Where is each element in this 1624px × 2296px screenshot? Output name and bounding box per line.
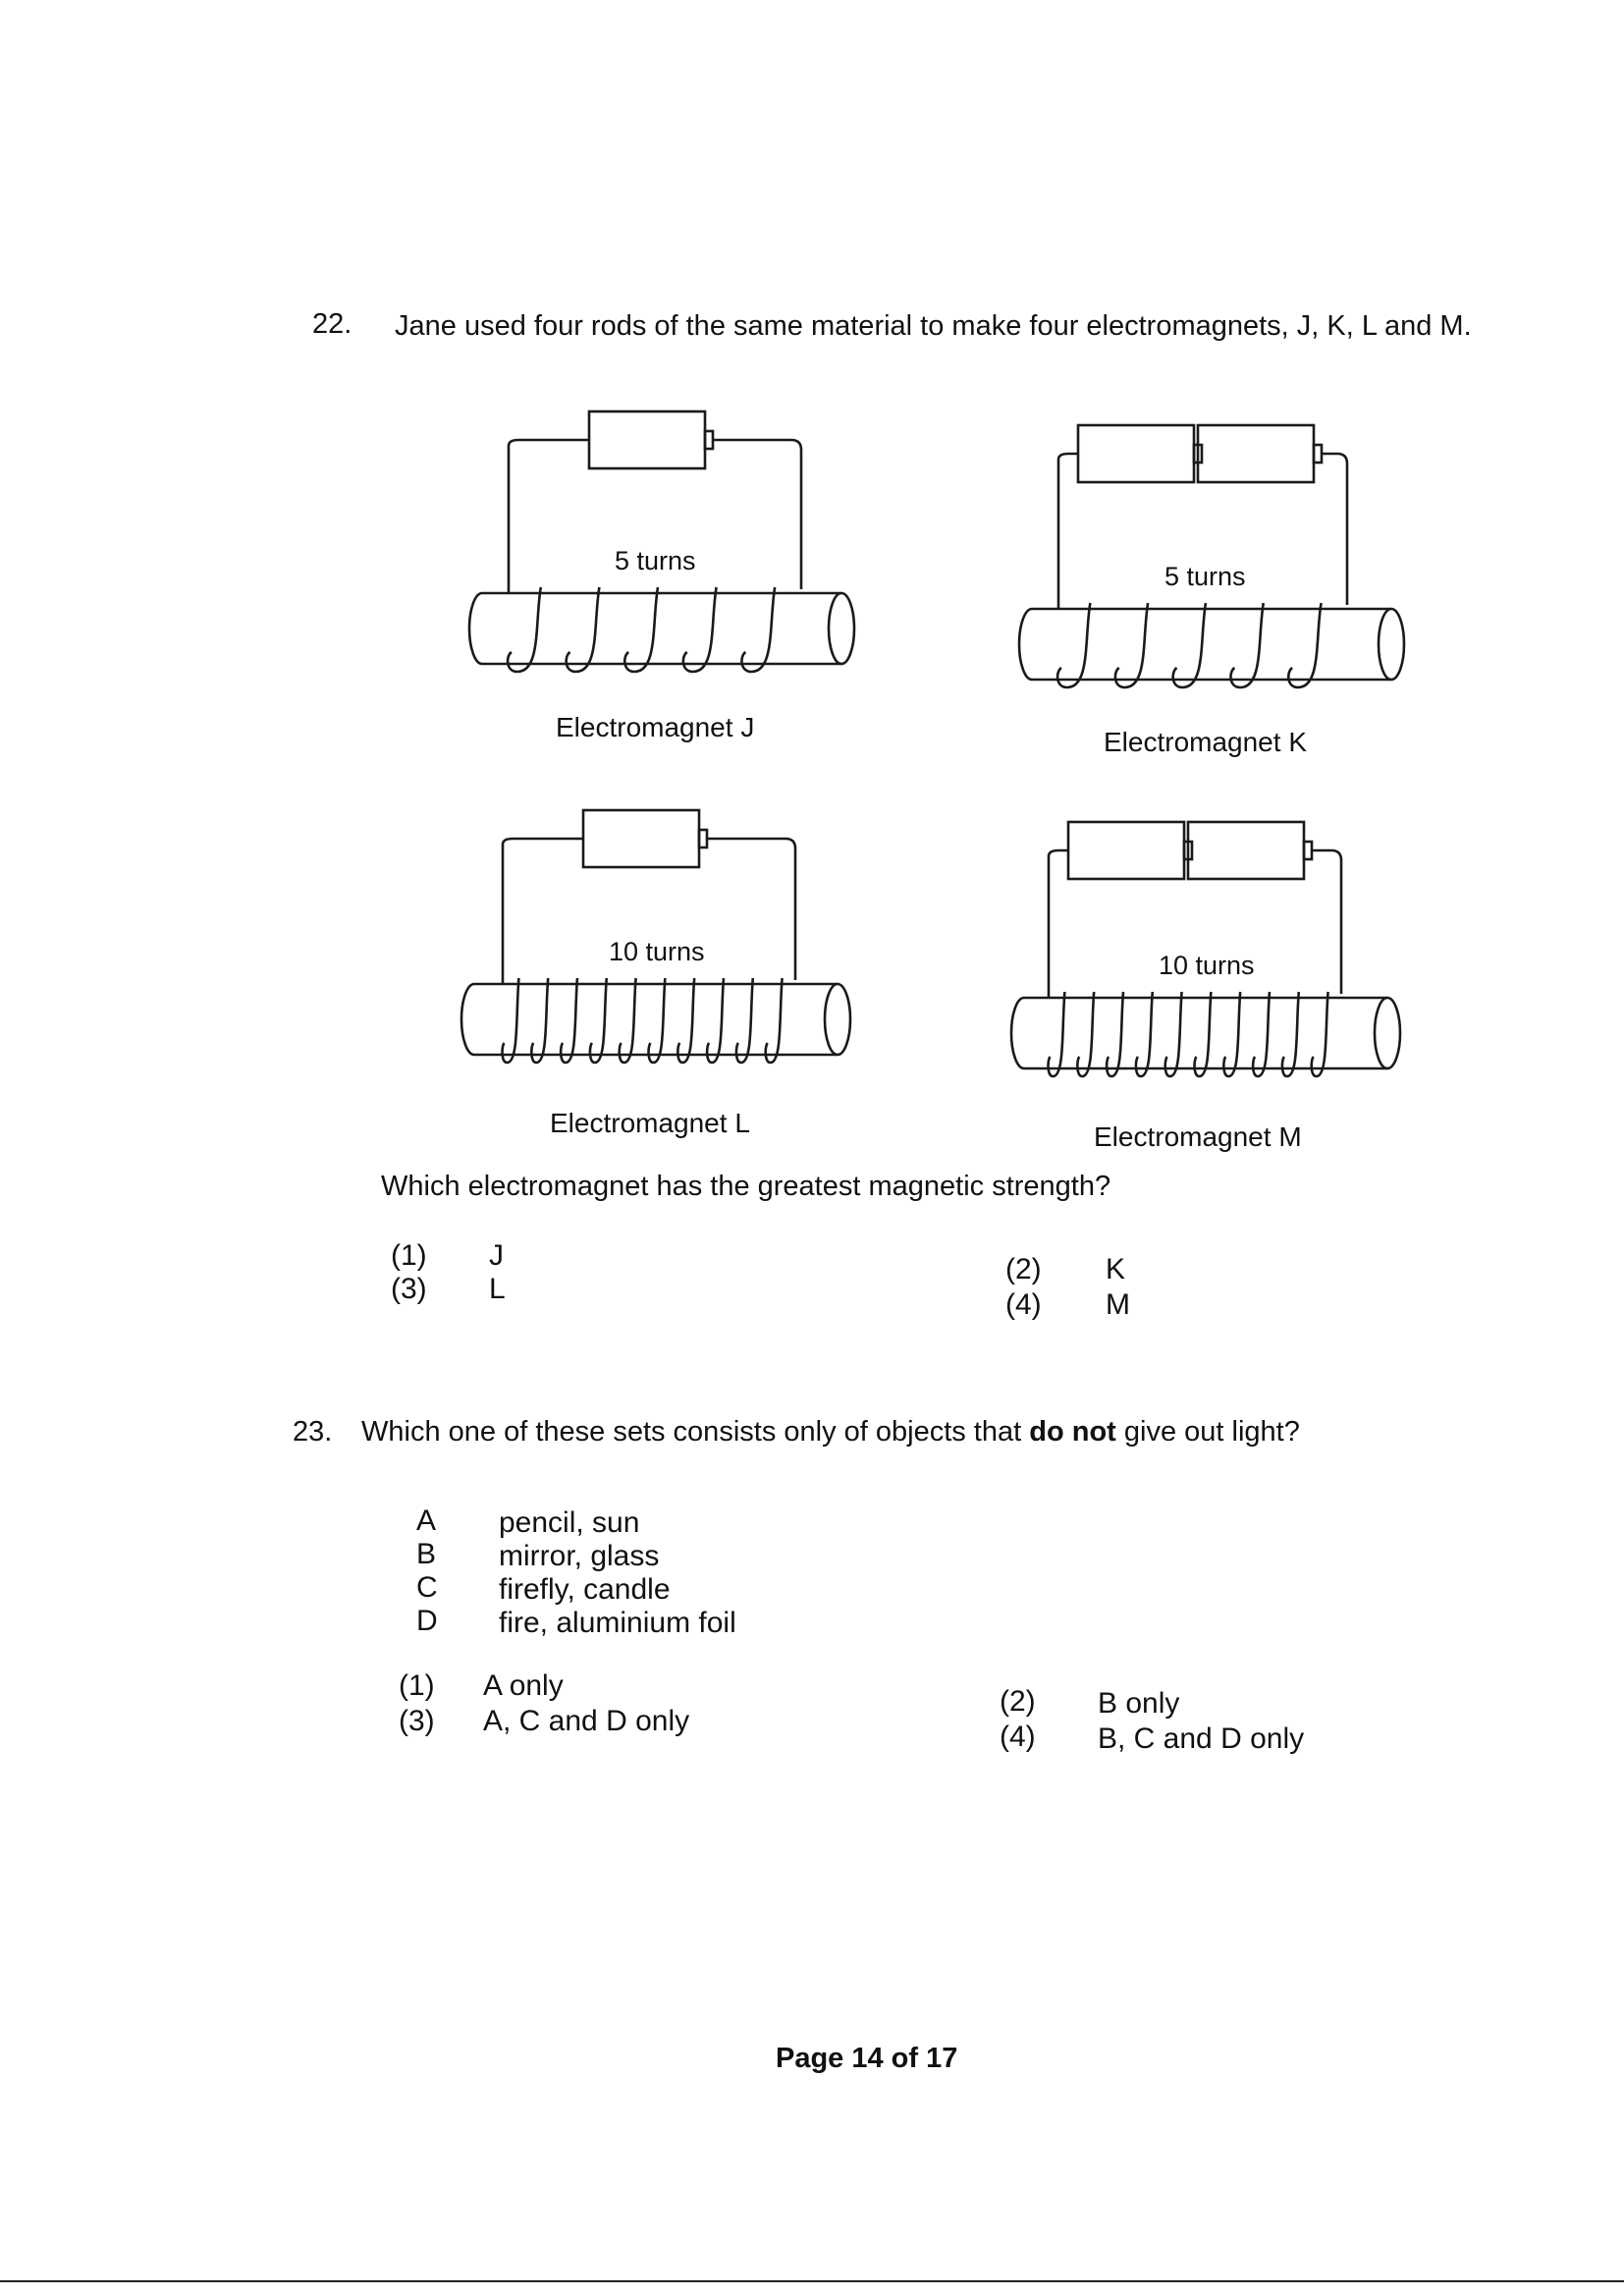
caption-electromagnet-l: Electromagnet L: [550, 1108, 750, 1138]
coil-turn: [620, 978, 636, 1063]
caption-electromagnet-k: Electromagnet K: [1104, 727, 1307, 757]
set-a-text: pencil, sun: [499, 1506, 640, 1539]
coil-turn: [503, 978, 519, 1063]
set-d-text: fire, aluminium foil: [499, 1607, 736, 1639]
rod-end: [829, 593, 854, 664]
question-22-number: 22.: [312, 308, 352, 340]
coil-turn: [736, 978, 753, 1063]
coil-turn: [1253, 992, 1270, 1076]
q23-option-3-number: (3): [399, 1705, 435, 1737]
q23-option-4-text: B, C and D only: [1098, 1722, 1305, 1755]
battery-terminal: [699, 830, 707, 847]
wire-right: [713, 440, 801, 589]
q23-option-4-number: (4): [1000, 1721, 1036, 1753]
battery-cell: [1068, 822, 1184, 879]
electromagnet-j-diagram: [469, 411, 854, 672]
caption-electromagnet-m: Electromagnet M: [1094, 1121, 1302, 1152]
q22-option-3-number: (3): [391, 1273, 427, 1305]
coil-turn: [1107, 992, 1123, 1076]
coil-turn: [1223, 992, 1240, 1076]
question-23-text-end: give out light?: [1115, 1416, 1300, 1448]
coil-turn: [1115, 603, 1148, 687]
coil-turn: [1049, 992, 1065, 1076]
q22-option-1-number: (1): [391, 1239, 427, 1272]
coil-turn: [1288, 603, 1321, 687]
turns-label-m: 10 turns: [1159, 951, 1255, 980]
battery-cell: [589, 411, 705, 468]
coil-turn: [1282, 992, 1299, 1076]
q23-option-1-text: A only: [483, 1669, 564, 1702]
coil-turn: [677, 978, 694, 1063]
q22-option-2-number: (2): [1005, 1253, 1042, 1285]
q23-option-2-number: (2): [1000, 1685, 1036, 1718]
set-c-letter: C: [416, 1571, 438, 1604]
electromagnet-m-diagram: [1011, 822, 1400, 1076]
wire-right: [1312, 850, 1341, 994]
q22-option-1-text: J: [489, 1239, 504, 1272]
wire-right: [707, 839, 795, 980]
question-22-prompt: Which electromagnet has the greatest magnetic strength?: [381, 1171, 1111, 1202]
set-a-letter: A: [416, 1504, 437, 1537]
battery-cell: [1188, 822, 1304, 879]
question-23-text-start: Which one of these sets consists only of objects that: [361, 1416, 1030, 1448]
coil-turn: [766, 978, 783, 1063]
q23-option-3-text: A, C and D only: [483, 1705, 690, 1737]
question-23-number: 23.: [293, 1416, 333, 1448]
battery-terminal: [705, 431, 713, 449]
turns-label-l: 10 turns: [609, 937, 705, 966]
coil-turn: [567, 587, 600, 672]
battery-terminal: [1304, 842, 1312, 859]
rod-end: [825, 984, 850, 1055]
coil-turn: [508, 587, 541, 672]
coil-turn: [1230, 603, 1263, 687]
q22-option-4-text: M: [1106, 1288, 1130, 1321]
coil-turn: [1136, 992, 1153, 1076]
wire-left: [509, 440, 589, 593]
coil-turn: [561, 978, 577, 1063]
question-22-text: Jane used four rods of the same material to make four electromagnets, J, K, L and M.: [395, 310, 1472, 342]
coil-turn: [531, 978, 548, 1063]
rod-end: [1375, 998, 1400, 1068]
caption-electromagnet-j: Electromagnet J: [556, 712, 755, 742]
q23-option-1-number: (1): [399, 1669, 435, 1702]
wire-left: [1049, 850, 1068, 998]
rod-body: [1019, 609, 1391, 680]
coil-turn: [1195, 992, 1212, 1076]
rod-end: [1379, 609, 1404, 680]
q22-option-2-text: K: [1106, 1253, 1126, 1285]
battery-cell: [583, 810, 699, 867]
coil-turn: [1312, 992, 1328, 1076]
set-b-letter: B: [416, 1538, 437, 1570]
coil-turn: [1165, 992, 1182, 1076]
coil-turn: [683, 587, 717, 672]
coil-turn: [1173, 603, 1206, 687]
question-23-text-emphasis: do not: [1029, 1416, 1116, 1448]
electromagnet-k-diagram: [1019, 425, 1404, 687]
set-c-text: firefly, candle: [499, 1573, 671, 1606]
wire-left: [1058, 454, 1078, 609]
page-bottom-rule: [0, 2280, 1624, 2282]
set-d-letter: D: [416, 1605, 438, 1637]
set-b-text: mirror, glass: [499, 1540, 660, 1572]
wire-left: [503, 839, 583, 984]
coil-turn: [741, 587, 775, 672]
battery-cell: [1198, 425, 1314, 482]
q22-option-4-number: (4): [1005, 1288, 1042, 1321]
q22-option-3-text: L: [489, 1273, 506, 1305]
coil-turn: [649, 978, 666, 1063]
coil-turn: [707, 978, 724, 1063]
coil-turn: [590, 978, 607, 1063]
coil-turn: [1077, 992, 1094, 1076]
wire-right: [1322, 454, 1347, 605]
battery-cell: [1078, 425, 1194, 482]
coil-turn: [624, 587, 658, 672]
coil-turn: [1057, 603, 1090, 687]
q23-option-2-text: B only: [1098, 1687, 1180, 1720]
question-23-text: [361, 1416, 1300, 1449]
turns-label-k: 5 turns: [1164, 562, 1246, 591]
page-number: Page 14 of 17: [776, 2043, 958, 2074]
rod-body: [1011, 998, 1387, 1068]
battery-terminal: [1314, 445, 1322, 463]
turns-label-j: 5 turns: [615, 546, 696, 575]
